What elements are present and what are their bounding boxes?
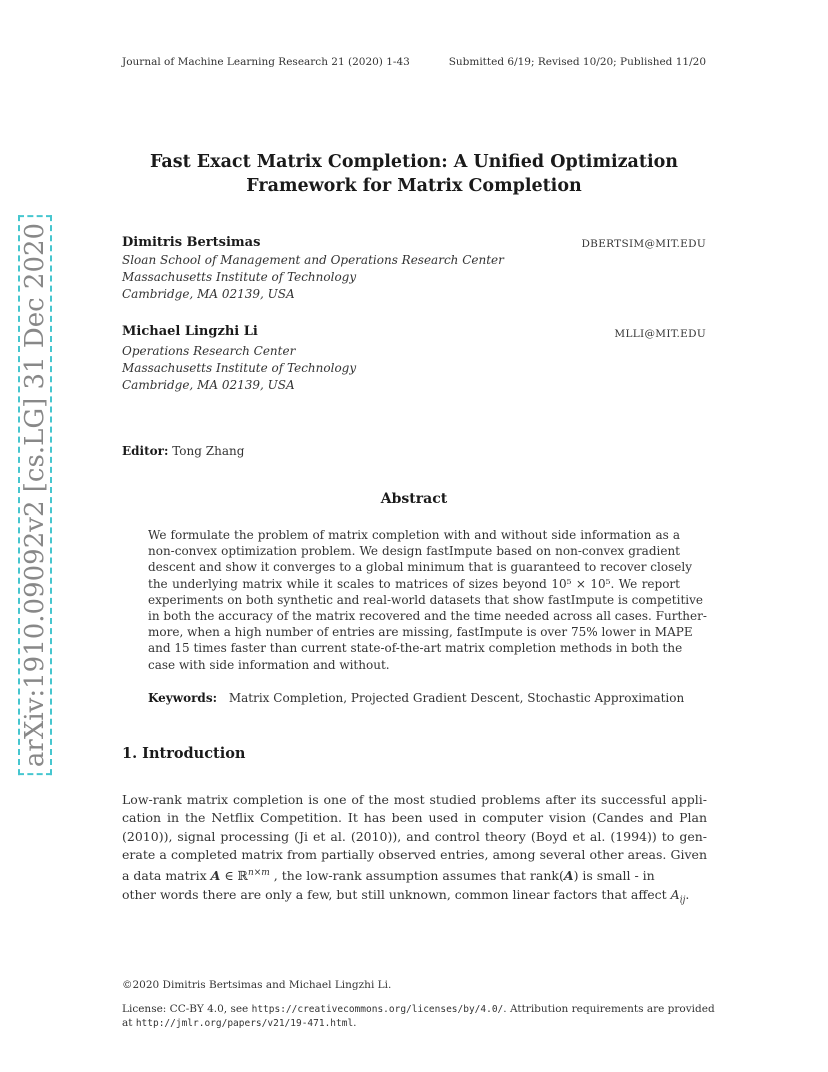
intro-text: ) is small - in <box>573 868 655 884</box>
editor-label: Editor: <box>122 444 169 458</box>
abstract-line: and 15 times faster than current state-of-the-art matrix completion methods in both the <box>148 641 683 656</box>
editor-name: Tong Zhang <box>172 444 245 458</box>
keywords-text: Matrix Completion, Projected Gradient Descent, Stochastic Approximation <box>228 691 685 705</box>
editor-line <box>122 444 244 458</box>
affiliation-line: Cambridge, MA 02139, USA <box>122 287 295 301</box>
paper-link[interactable]: http://jmlr.org/papers/v21/19-471.html <box>135 1018 354 1029</box>
abstract-heading: Abstract <box>380 491 448 507</box>
url-prefix: at <box>122 1017 136 1029</box>
matrix-entry: A <box>670 886 680 902</box>
intro-math-line <box>122 864 707 885</box>
arxiv-stamp[interactable]: arXiv:1910.09092v2 [cs.LG] 31 Dec 2020 <box>18 215 52 775</box>
author-name: Michael Lingzhi Li <box>122 324 258 339</box>
keywords-label: Keywords: <box>148 691 218 705</box>
intro-line: erate a completed matrix from partially observed entries, among several other areas. Given <box>122 846 707 862</box>
intro-text: other words there are only a few, but still unknown, common linear factors that affect <box>122 886 671 902</box>
intro-line: Low-rank matrix completion is one of the most studied problems after its successful appli- <box>122 792 707 807</box>
license-text: License: CC-BY 4.0, see <box>122 1003 252 1015</box>
license-line <box>122 1003 715 1015</box>
intro-line: (2010)), signal processing (Ji et al. (2010)), and control theory (Boyd et al. (1994)) to gen- <box>122 828 707 844</box>
submission-dates: Submitted 6/19; Revised 10/20; Published 11/20 <box>448 56 706 68</box>
abstract-line: We formulate the problem of matrix completion with and without side information as a <box>148 528 680 542</box>
intro-text: , the low-rank assumption assumes that rank( <box>269 868 564 884</box>
abstract-line: descent and show it converges to a global minimum that is guaranteed to recover closely <box>148 560 692 575</box>
matrix-symbol: A <box>563 868 574 884</box>
intro-text: . <box>685 886 690 902</box>
author-affiliation <box>122 252 504 303</box>
keywords <box>148 691 684 705</box>
title-line: Framework for Matrix Completion <box>246 176 582 196</box>
author-email[interactable]: MLLI@MIT.EDU <box>614 328 706 340</box>
abstract-body <box>148 527 707 673</box>
abstract-line: more, when a high number of entries are missing, fastImpute is over 75% lower in MAPE <box>148 625 693 640</box>
journal-header: Journal of Machine Learning Research 21 (2020) 1-43 <box>122 56 410 68</box>
abstract-line: in both the accuracy of the matrix recovered and the time needed across all cases. Further- <box>148 609 707 624</box>
abstract-line: experiments on both synthetic and real-world datasets that show fastImpute is competitive <box>148 592 703 607</box>
intro-line: cation in the Netflix Competition. It has been used in computer vision (Candes and Plan <box>122 810 707 826</box>
section-heading: 1. Introduction <box>122 745 246 762</box>
author-email[interactable]: DBERTSIM@MIT.EDU <box>581 238 706 250</box>
copyright-notice: ©2020 Dimitris Bertsimas and Michael Lingzhi Li. <box>122 979 392 991</box>
paper-url-line <box>122 1017 357 1029</box>
abstract-line: non-convex optimization problem. We design fastImpute based on non-convex gradient <box>148 544 680 559</box>
entry-subscript: ij <box>679 895 686 906</box>
paper-title <box>0 150 828 198</box>
url-suffix: . <box>353 1017 357 1029</box>
intro-paragraph <box>122 791 707 909</box>
license-text: . Attribution requirements are provided <box>503 1003 715 1015</box>
title-line: Fast Exact Matrix Completion: A Unified Optimization <box>149 152 679 172</box>
affiliation-line: Cambridge, MA 02139, USA <box>122 378 295 392</box>
affiliation-line: Operations Research Center <box>122 344 296 358</box>
affiliation-line: Sloan School of Management and Operations Research Center <box>122 253 504 267</box>
abstract-line: case with side information and without. <box>148 657 390 672</box>
intro-text: a data matrix <box>122 868 211 884</box>
affiliation-line: Massachusetts Institute of Technology <box>122 270 357 284</box>
intro-text: ∈ ℝ <box>220 868 248 884</box>
intro-last-line <box>122 886 707 910</box>
matrix-symbol: A <box>210 868 221 884</box>
abstract-line: the underlying matrix while it scales to matrices of sizes beyond 10⁵ × 10⁵. We report <box>148 576 680 591</box>
author-affiliation <box>122 343 356 394</box>
license-link[interactable]: https://creativecommons.org/licenses/by/4.0/ <box>251 1004 504 1015</box>
dimension-superscript: n×m <box>247 868 270 879</box>
author-name: Dimitris Bertsimas <box>122 235 261 250</box>
affiliation-line: Massachusetts Institute of Technology <box>122 361 357 375</box>
